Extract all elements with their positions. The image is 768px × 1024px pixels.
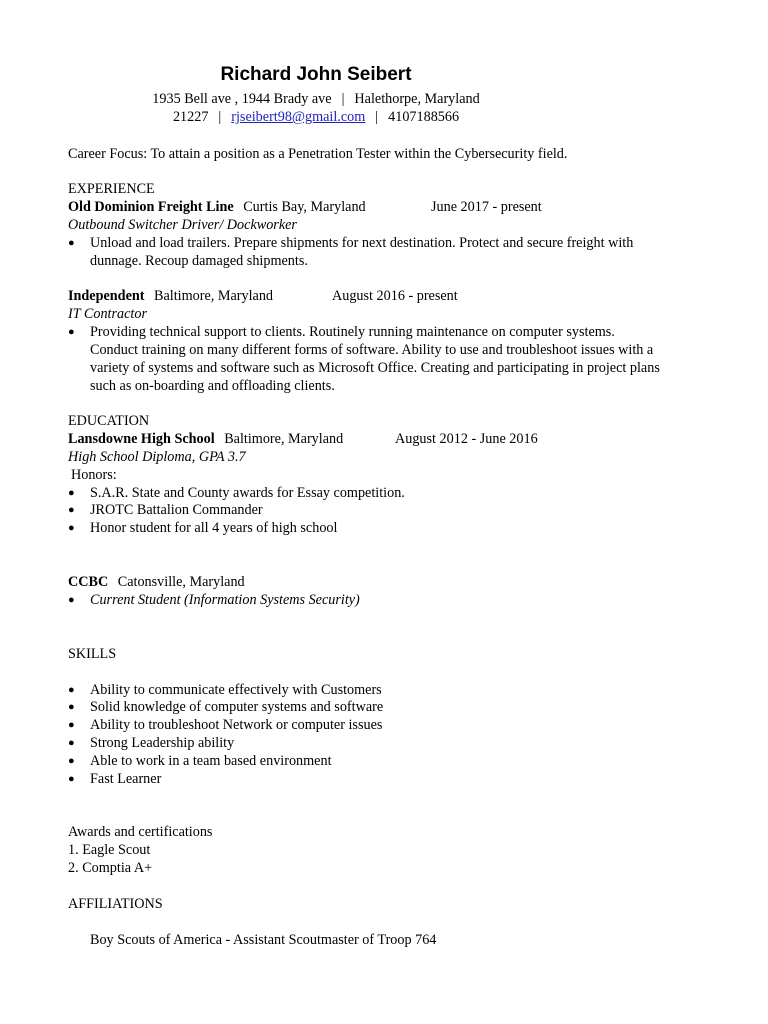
- job-1-bullet-line: Unload and load trailers. Prepare shipments for next destination. Protect and secure freight with: [90, 235, 634, 251]
- job-2-bullet-line: variety of systems and software such as Microsoft Office. Creating and participating in project plans: [90, 360, 660, 376]
- address: 1935 Bell ave , 1944 Brady ave: [152, 91, 332, 107]
- college-location: Catonsville, Maryland: [117, 574, 245, 590]
- job-2-dates: August 2016 - present: [332, 288, 458, 304]
- college-name: CCBC: [68, 574, 109, 590]
- contact-line-2: [0, 109, 700, 126]
- skills-heading: SKILLS: [68, 646, 117, 662]
- job-2-bullet-line: Providing technical support to clients. Routinely running maintenance on computer systems.: [90, 324, 615, 340]
- bullet-dot: ●: [68, 684, 75, 696]
- affiliation-item: Boy Scouts of America - Assistant Scoutmaster of Troop 764: [90, 932, 437, 948]
- job-1-location: Curtis Bay, Maryland: [243, 199, 366, 215]
- skill-text: Strong Leadership ability: [90, 735, 235, 751]
- bullet-dot: ●: [68, 522, 75, 534]
- job-2-title: IT Contractor: [68, 306, 147, 322]
- job-2-company: Independent: [68, 288, 145, 304]
- experience-heading: EXPERIENCE: [68, 181, 155, 197]
- skill-text: Ability to communicate effectively with Customers: [90, 682, 382, 698]
- job-1-header: [68, 198, 366, 216]
- job-2-location: Baltimore, Maryland: [154, 288, 274, 304]
- phone: 4107188566: [388, 109, 460, 125]
- city: Halethorpe, Maryland: [354, 91, 480, 107]
- affiliations-heading: AFFILIATIONS: [68, 896, 163, 912]
- career-focus: Career Focus: To attain a position as a Penetration Tester within the Cybersecurity field.: [68, 146, 568, 162]
- school-name: Lansdowne High School: [68, 431, 215, 447]
- job-2-bullet-line: Conduct training on many different forms of software. Ability to use and troubleshoot issues with a: [90, 342, 654, 358]
- honor-text: JROTC Battalion Commander: [90, 502, 263, 518]
- job-2-bullet-line: such as on-boarding and offloading clients.: [90, 378, 335, 394]
- separator: |: [341, 91, 345, 107]
- bullet-dot: ●: [68, 237, 75, 249]
- bullet-dot: ●: [68, 701, 75, 713]
- school-location: Baltimore, Maryland: [224, 431, 344, 447]
- job-1-title: Outbound Switcher Driver/ Dockworker: [68, 217, 297, 233]
- bullet-dot: ●: [68, 773, 75, 785]
- skill-text: Solid knowledge of computer systems and software: [90, 699, 384, 715]
- job-1-dates: June 2017 - present: [431, 199, 542, 215]
- bullet-dot: ●: [68, 737, 75, 749]
- diploma: High School Diploma, GPA 3.7: [68, 449, 246, 465]
- job-1-company: Old Dominion Freight Line: [68, 199, 234, 215]
- award-item: 2. Comptia A+: [68, 860, 153, 876]
- resume-name: Richard John Seibert: [220, 64, 412, 85]
- school-header: [68, 430, 343, 448]
- bullet-dot: ●: [68, 755, 75, 767]
- zip: 21227: [172, 109, 209, 125]
- bullet-dot: ●: [68, 719, 75, 731]
- honor-text: S.A.R. State and County awards for Essay competition.: [90, 485, 405, 501]
- job-1-bullet-line: dunnage. Recoup damaged shipments.: [90, 253, 308, 269]
- honor-text: Honor student for all 4 years of high school: [90, 520, 338, 536]
- email-link[interactable]: rjseibert98@gmail.com: [231, 109, 366, 125]
- education-heading: EDUCATION: [68, 413, 150, 429]
- skill-text: Fast Learner: [90, 771, 162, 787]
- school-dates: August 2012 - June 2016: [395, 431, 538, 447]
- bullet-dot: ●: [68, 594, 75, 606]
- bullet-dot: ●: [68, 326, 75, 338]
- skill-text: Able to work in a team based environment: [90, 753, 332, 769]
- award-item: 1. Eagle Scout: [68, 842, 151, 858]
- job-2-header: [68, 287, 273, 305]
- honors-label: Honors:: [71, 467, 117, 483]
- separator: |: [218, 109, 222, 125]
- college-status: Current Student (Information Systems Security): [90, 592, 360, 608]
- skill-text: Ability to troubleshoot Network or computer issues: [90, 717, 383, 733]
- separator: |: [375, 109, 379, 125]
- contact-line-1: [0, 91, 700, 108]
- bullet-dot: ●: [68, 487, 75, 499]
- bullet-dot: ●: [68, 504, 75, 516]
- awards-heading: Awards and certifications: [68, 824, 213, 840]
- college-header: [68, 573, 245, 591]
